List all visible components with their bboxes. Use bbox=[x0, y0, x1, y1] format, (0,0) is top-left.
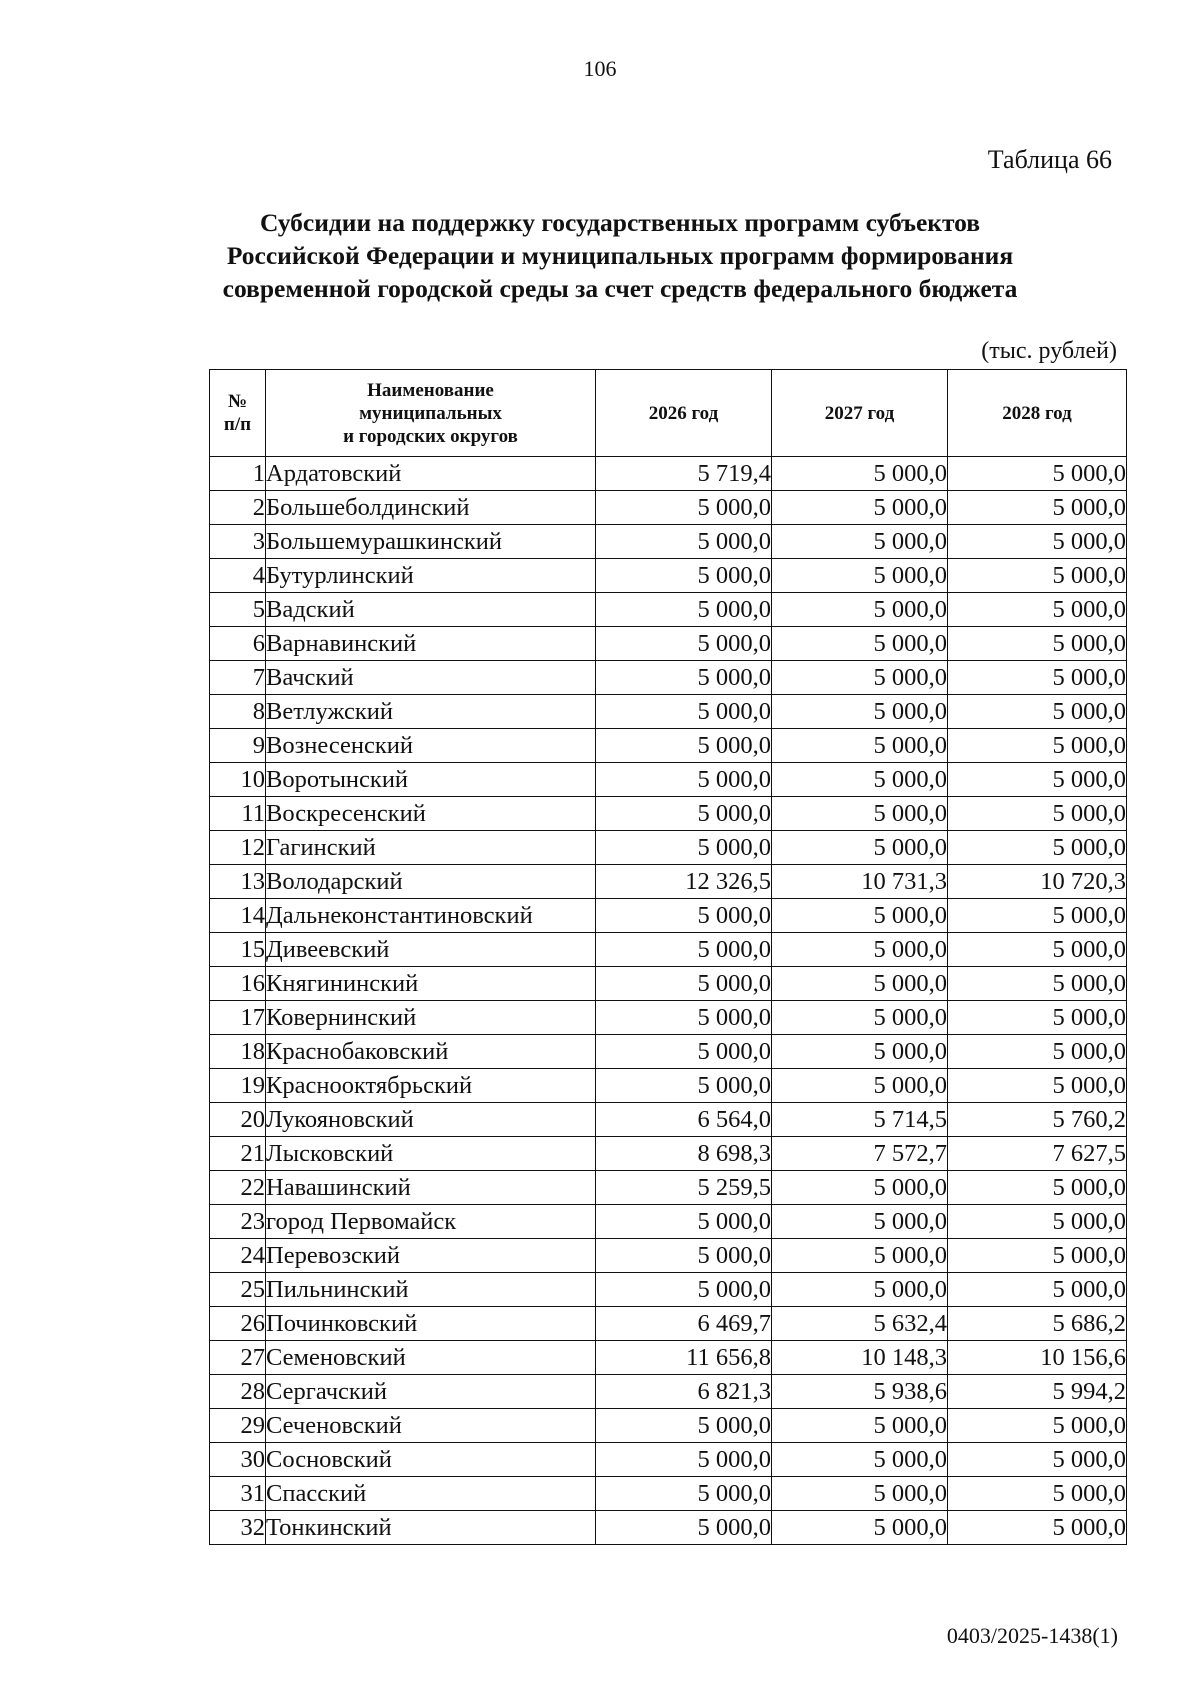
table-row bbox=[210, 797, 1127, 831]
header-number-line: п/п bbox=[223, 414, 252, 435]
row-value-2026: 8 698,3 bbox=[596, 1137, 772, 1171]
table-row bbox=[210, 899, 1127, 933]
row-value-2026: 5 000,0 bbox=[596, 933, 772, 967]
row-value-2026: 5 000,0 bbox=[596, 1205, 772, 1239]
row-name: Краснобаковский bbox=[266, 1035, 596, 1069]
row-value-2028: 5 686,2 bbox=[948, 1307, 1127, 1341]
table-row bbox=[210, 1171, 1127, 1205]
row-value-2028: 5 000,0 bbox=[948, 1409, 1127, 1443]
row-value-2027: 5 000,0 bbox=[772, 1239, 948, 1273]
row-value-2028: 5 000,0 bbox=[948, 1205, 1127, 1239]
row-name: Семеновский bbox=[266, 1341, 596, 1375]
table-row bbox=[210, 1035, 1127, 1069]
header-2027: 2027 год bbox=[772, 370, 948, 457]
row-name: Воротынский bbox=[266, 763, 596, 797]
row-number: 30 bbox=[210, 1443, 266, 1477]
row-value-2027: 5 000,0 bbox=[772, 1273, 948, 1307]
row-number: 10 bbox=[210, 763, 266, 797]
row-value-2027: 5 000,0 bbox=[772, 627, 948, 661]
row-name: Вадский bbox=[266, 593, 596, 627]
row-value-2028: 5 760,2 bbox=[948, 1103, 1127, 1137]
row-name: Дальнеконстантиновский bbox=[266, 899, 596, 933]
row-value-2026: 5 000,0 bbox=[596, 1239, 772, 1273]
table-row bbox=[210, 559, 1127, 593]
row-value-2027: 5 938,6 bbox=[772, 1375, 948, 1409]
row-value-2027: 5 000,0 bbox=[772, 899, 948, 933]
row-number: 7 bbox=[210, 661, 266, 695]
row-value-2028: 5 000,0 bbox=[948, 491, 1127, 525]
table-row bbox=[210, 1273, 1127, 1307]
row-number: 20 bbox=[210, 1103, 266, 1137]
row-value-2028: 5 994,2 bbox=[948, 1375, 1127, 1409]
row-number: 25 bbox=[210, 1273, 266, 1307]
row-value-2028: 5 000,0 bbox=[948, 1239, 1127, 1273]
row-number: 15 bbox=[210, 933, 266, 967]
row-name: Ардатовский bbox=[266, 457, 596, 491]
units-label: (тыс. рублей) bbox=[981, 338, 1117, 364]
row-value-2027: 5 632,4 bbox=[772, 1307, 948, 1341]
row-number: 8 bbox=[210, 695, 266, 729]
table-row bbox=[210, 1137, 1127, 1171]
row-value-2026: 5 000,0 bbox=[596, 491, 772, 525]
row-value-2026: 12 326,5 bbox=[596, 865, 772, 899]
table-row bbox=[210, 1239, 1127, 1273]
header-name-line: и городских округов bbox=[343, 425, 518, 447]
table-label: Таблица 66 bbox=[987, 145, 1112, 174]
row-value-2026: 5 259,5 bbox=[596, 1171, 772, 1205]
row-value-2026: 5 000,0 bbox=[596, 559, 772, 593]
row-name: город Первомайск bbox=[266, 1205, 596, 1239]
row-value-2026: 5 000,0 bbox=[596, 763, 772, 797]
row-value-2026: 5 000,0 bbox=[596, 899, 772, 933]
row-value-2028: 5 000,0 bbox=[948, 627, 1127, 661]
table-row bbox=[210, 1409, 1127, 1443]
row-value-2026: 5 719,4 bbox=[596, 457, 772, 491]
table-row bbox=[210, 1511, 1127, 1545]
row-value-2026: 5 000,0 bbox=[596, 729, 772, 763]
row-value-2026: 5 000,0 bbox=[596, 967, 772, 1001]
row-value-2026: 5 000,0 bbox=[596, 695, 772, 729]
row-value-2027: 5 000,0 bbox=[772, 1511, 948, 1545]
row-value-2027: 5 000,0 bbox=[772, 1477, 948, 1511]
row-value-2028: 5 000,0 bbox=[948, 1273, 1127, 1307]
row-value-2027: 5 000,0 bbox=[772, 695, 948, 729]
row-number: 9 bbox=[210, 729, 266, 763]
row-value-2028: 5 000,0 bbox=[948, 763, 1127, 797]
row-value-2026: 5 000,0 bbox=[596, 661, 772, 695]
table-row bbox=[210, 661, 1127, 695]
row-value-2027: 5 000,0 bbox=[772, 525, 948, 559]
row-value-2028: 5 000,0 bbox=[948, 1069, 1127, 1103]
table-row bbox=[210, 525, 1127, 559]
row-number: 22 bbox=[210, 1171, 266, 1205]
row-value-2026: 5 000,0 bbox=[596, 1409, 772, 1443]
header-name-line: муниципальных bbox=[359, 402, 502, 424]
table-row bbox=[210, 1307, 1127, 1341]
table-row bbox=[210, 967, 1127, 1001]
table-row bbox=[210, 1375, 1127, 1409]
row-number: 12 bbox=[210, 831, 266, 865]
row-value-2028: 5 000,0 bbox=[948, 457, 1127, 491]
row-value-2026: 6 564,0 bbox=[596, 1103, 772, 1137]
row-number: 27 bbox=[210, 1341, 266, 1375]
table-row bbox=[210, 1103, 1127, 1137]
row-value-2027: 5 000,0 bbox=[772, 763, 948, 797]
header-number bbox=[210, 370, 266, 457]
row-value-2028: 5 000,0 bbox=[948, 729, 1127, 763]
document-code: 0403/2025-1438(1) bbox=[946, 1623, 1118, 1648]
row-value-2026: 5 000,0 bbox=[596, 1035, 772, 1069]
row-number: 17 bbox=[210, 1001, 266, 1035]
row-name: Спасский bbox=[266, 1477, 596, 1511]
title-line: Российской Федерации и муниципальных программ формирования bbox=[226, 241, 1014, 270]
row-value-2026: 5 000,0 bbox=[596, 797, 772, 831]
row-value-2027: 5 000,0 bbox=[772, 831, 948, 865]
row-name: Ветлужский bbox=[266, 695, 596, 729]
row-name: Лукояновский bbox=[266, 1103, 596, 1137]
table-row bbox=[210, 695, 1127, 729]
row-number: 19 bbox=[210, 1069, 266, 1103]
row-name: Варнавинский bbox=[266, 627, 596, 661]
table-row bbox=[210, 865, 1127, 899]
row-value-2028: 5 000,0 bbox=[948, 899, 1127, 933]
table-row bbox=[210, 457, 1127, 491]
row-value-2028: 5 000,0 bbox=[948, 967, 1127, 1001]
row-name: Починковский bbox=[266, 1307, 596, 1341]
row-number: 5 bbox=[210, 593, 266, 627]
row-value-2027: 5 000,0 bbox=[772, 1205, 948, 1239]
row-value-2027: 10 731,3 bbox=[772, 865, 948, 899]
row-value-2028: 5 000,0 bbox=[948, 797, 1127, 831]
row-value-2028: 5 000,0 bbox=[948, 695, 1127, 729]
row-value-2027: 5 000,0 bbox=[772, 1001, 948, 1035]
row-number: 18 bbox=[210, 1035, 266, 1069]
row-value-2028: 10 720,3 bbox=[948, 865, 1127, 899]
table-row bbox=[210, 627, 1127, 661]
table-row bbox=[210, 491, 1127, 525]
row-value-2027: 5 000,0 bbox=[772, 491, 948, 525]
row-number: 11 bbox=[210, 797, 266, 831]
row-number: 3 bbox=[210, 525, 266, 559]
page-number: 106 bbox=[583, 56, 617, 81]
table-body bbox=[210, 457, 1127, 1545]
document-title bbox=[150, 206, 1090, 305]
row-value-2026: 5 000,0 bbox=[596, 831, 772, 865]
row-number: 1 bbox=[210, 457, 266, 491]
row-number: 4 bbox=[210, 559, 266, 593]
row-name: Краснооктябрьский bbox=[266, 1069, 596, 1103]
row-value-2028: 5 000,0 bbox=[948, 1443, 1127, 1477]
row-value-2026: 5 000,0 bbox=[596, 1069, 772, 1103]
row-value-2027: 5 000,0 bbox=[772, 559, 948, 593]
table-row bbox=[210, 1001, 1127, 1035]
row-number: 16 bbox=[210, 967, 266, 1001]
subsidy-table bbox=[209, 369, 1127, 1545]
row-name: Тонкинский bbox=[266, 1511, 596, 1545]
row-value-2027: 5 000,0 bbox=[772, 1409, 948, 1443]
row-value-2027: 7 572,7 bbox=[772, 1137, 948, 1171]
table-row bbox=[210, 729, 1127, 763]
row-number: 2 bbox=[210, 491, 266, 525]
header-2028: 2028 год bbox=[948, 370, 1127, 457]
row-name: Большемурашкинский bbox=[266, 525, 596, 559]
row-value-2028: 5 000,0 bbox=[948, 1511, 1127, 1545]
table-row bbox=[210, 1443, 1127, 1477]
row-name: Сосновский bbox=[266, 1443, 596, 1477]
row-value-2027: 5 000,0 bbox=[772, 661, 948, 695]
row-name: Вознесенский bbox=[266, 729, 596, 763]
row-value-2026: 5 000,0 bbox=[596, 593, 772, 627]
header-number-line: № bbox=[227, 391, 248, 412]
row-value-2027: 5 000,0 bbox=[772, 1171, 948, 1205]
row-value-2027: 5 000,0 bbox=[772, 967, 948, 1001]
row-value-2028: 5 000,0 bbox=[948, 1001, 1127, 1035]
row-name: Гагинский bbox=[266, 831, 596, 865]
row-name: Навашинский bbox=[266, 1171, 596, 1205]
row-value-2027: 5 000,0 bbox=[772, 1035, 948, 1069]
row-name: Володарский bbox=[266, 865, 596, 899]
row-number: 13 bbox=[210, 865, 266, 899]
row-name: Дивеевский bbox=[266, 933, 596, 967]
row-value-2027: 5 714,5 bbox=[772, 1103, 948, 1137]
row-name: Пильнинский bbox=[266, 1273, 596, 1307]
table-row bbox=[210, 1069, 1127, 1103]
row-name: Сергачский bbox=[266, 1375, 596, 1409]
table-row bbox=[210, 1205, 1127, 1239]
row-value-2028: 10 156,6 bbox=[948, 1341, 1127, 1375]
row-name: Бутурлинский bbox=[266, 559, 596, 593]
row-value-2028: 5 000,0 bbox=[948, 831, 1127, 865]
row-value-2028: 5 000,0 bbox=[948, 933, 1127, 967]
table-row bbox=[210, 1477, 1127, 1511]
row-number: 26 bbox=[210, 1307, 266, 1341]
row-number: 14 bbox=[210, 899, 266, 933]
row-number: 31 bbox=[210, 1477, 266, 1511]
row-name: Перевозский bbox=[266, 1239, 596, 1273]
table-row bbox=[210, 593, 1127, 627]
row-value-2027: 5 000,0 bbox=[772, 1069, 948, 1103]
table-header-row bbox=[210, 370, 1127, 457]
row-value-2026: 6 821,3 bbox=[596, 1375, 772, 1409]
row-value-2028: 5 000,0 bbox=[948, 593, 1127, 627]
row-name: Воскресенский bbox=[266, 797, 596, 831]
table-row bbox=[210, 933, 1127, 967]
row-value-2026: 5 000,0 bbox=[596, 627, 772, 661]
title-line: современной городской среды за счет средств федерального бюджета bbox=[222, 274, 1018, 303]
row-value-2026: 5 000,0 bbox=[596, 1477, 772, 1511]
row-name: Лысковский bbox=[266, 1137, 596, 1171]
row-value-2027: 5 000,0 bbox=[772, 729, 948, 763]
row-value-2028: 5 000,0 bbox=[948, 525, 1127, 559]
row-name: Большеболдинский bbox=[266, 491, 596, 525]
row-number: 32 bbox=[210, 1511, 266, 1545]
row-number: 24 bbox=[210, 1239, 266, 1273]
row-name: Княгининский bbox=[266, 967, 596, 1001]
row-number: 29 bbox=[210, 1409, 266, 1443]
header-name-line: Наименование bbox=[367, 379, 494, 401]
row-value-2027: 10 148,3 bbox=[772, 1341, 948, 1375]
row-name: Вачский bbox=[266, 661, 596, 695]
row-name: Ковернинский bbox=[266, 1001, 596, 1035]
row-value-2026: 6 469,7 bbox=[596, 1307, 772, 1341]
table-row bbox=[210, 831, 1127, 865]
row-value-2026: 5 000,0 bbox=[596, 1443, 772, 1477]
row-number: 21 bbox=[210, 1137, 266, 1171]
row-value-2028: 7 627,5 bbox=[948, 1137, 1127, 1171]
row-value-2028: 5 000,0 bbox=[948, 1171, 1127, 1205]
header-2026: 2026 год bbox=[596, 370, 772, 457]
row-value-2026: 11 656,8 bbox=[596, 1341, 772, 1375]
row-value-2027: 5 000,0 bbox=[772, 1443, 948, 1477]
row-value-2026: 5 000,0 bbox=[596, 1001, 772, 1035]
row-value-2026: 5 000,0 bbox=[596, 1273, 772, 1307]
row-value-2026: 5 000,0 bbox=[596, 1511, 772, 1545]
row-number: 28 bbox=[210, 1375, 266, 1409]
table-row bbox=[210, 1341, 1127, 1375]
row-number: 23 bbox=[210, 1205, 266, 1239]
row-number: 6 bbox=[210, 627, 266, 661]
row-value-2027: 5 000,0 bbox=[772, 797, 948, 831]
row-value-2028: 5 000,0 bbox=[948, 1035, 1127, 1069]
row-value-2027: 5 000,0 bbox=[772, 593, 948, 627]
title-line: Субсидии на поддержку государственных программ субъектов bbox=[259, 208, 981, 237]
row-value-2028: 5 000,0 bbox=[948, 1477, 1127, 1511]
table-row bbox=[210, 763, 1127, 797]
header-name bbox=[266, 370, 596, 457]
row-name: Сеченовский bbox=[266, 1409, 596, 1443]
row-value-2027: 5 000,0 bbox=[772, 933, 948, 967]
row-value-2027: 5 000,0 bbox=[772, 457, 948, 491]
row-value-2026: 5 000,0 bbox=[596, 525, 772, 559]
row-value-2028: 5 000,0 bbox=[948, 661, 1127, 695]
row-value-2028: 5 000,0 bbox=[948, 559, 1127, 593]
